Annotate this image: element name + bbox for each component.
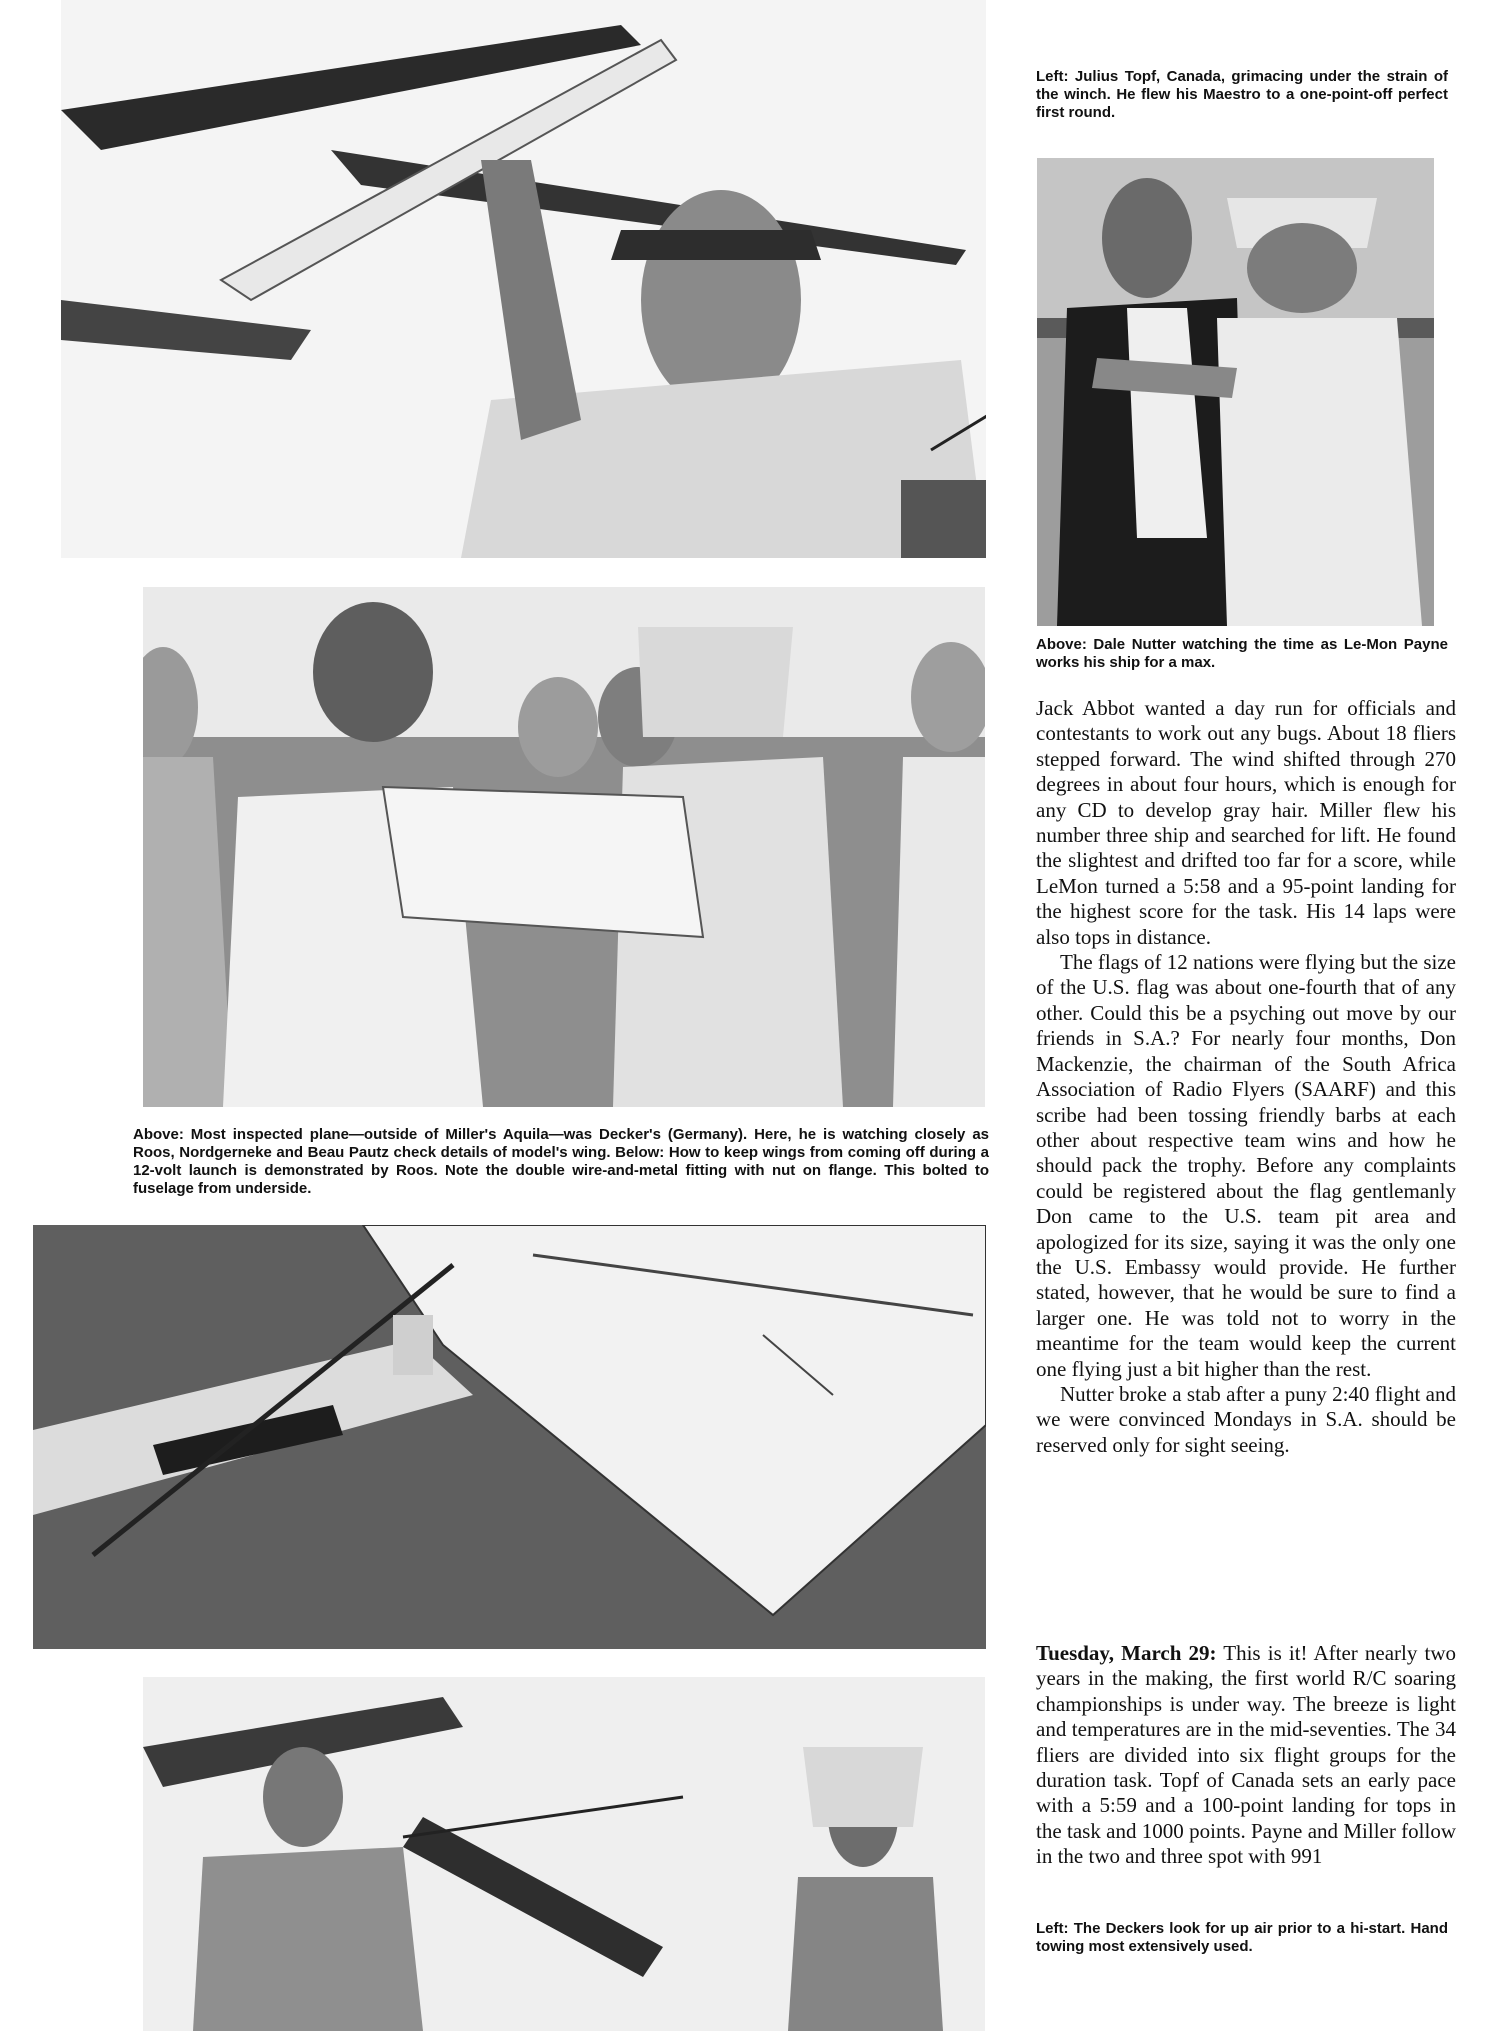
caption-decker: Above: Most inspected plane—outside of Miller's Aquila—was Decker's (Germany). Here, he is watching closely as Roos, Nordgerneke and Beau Pautz check details of model's wing. Below: How to keep wings from coming off during a 12-volt launch is demonstrated by Roos. Note the double wire-and-metal fitting with nut on flange. This bolted to fuselage from underside. xyxy=(133,1126,989,1197)
photo-deckers-hi-start xyxy=(143,1677,985,2031)
photo-nutter-and-payne xyxy=(1037,158,1434,626)
run-in-heading: Tuesday, March 29: xyxy=(1036,1641,1217,1665)
article-body-tuesday xyxy=(1036,1641,1456,1870)
article-paragraph-tuesday xyxy=(1036,1641,1456,1870)
article-paragraph: Nutter broke a stab after a puny 2:40 flight and we were convinced Mondays in S.A. should be reserved only for sight seeing. xyxy=(1036,1381,1456,1457)
caption-topf: Left: Julius Topf, Canada, grimacing under the strain of the winch. He flew his Maestro to a one-point-off perfect first round. xyxy=(1036,68,1448,121)
article-body xyxy=(1036,696,1456,1458)
article-paragraph: Jack Abbot wanted a day run for officials and contestants to work out any bugs. About 18 fliers stepped forward. The wind shifted through 270 degrees in about four hours, which is enough for any CD to develop gray hair. Miller flew his number three ship and searched for lift. He found the slightest and drifted too far for a score, while LeMon turned a 5:58 and a 95-point landing for the highest score for the task. His 14 laps were also tops in distance. xyxy=(1036,696,1456,949)
photo-wing-fitting-closeup xyxy=(33,1225,986,1649)
photo-topf-launching-glider xyxy=(61,0,986,558)
article-paragraph: The flags of 12 nations were flying but the size of the U.S. flag was about one-fourth that of any other. Could this be a psyching out move by our friends in S.A.? For nearly four months, Don Mackenzie, the chairman of the South Africa Association of Radio Flyers (SAARF) and this scribe had been tossing friendly barbs at each other about respective team wins and how he should pack the trophy. Before any complaints could be registered about the flag gentlemanly Don came to the U.S. team pit area and apologized for its size, saying it was the only one the U.S. Embassy would provide. He further stated, however, that he would be sure to find a larger one. He was told not to worry in the meantime for the team would keep the current one flying just a bit higher than the rest. xyxy=(1036,950,1456,1381)
caption-deckers: Left: The Deckers look for up air prior to a hi-start. Hand towing most extensively used. xyxy=(1036,1920,1448,1955)
article-paragraph-text: This is it! After nearly two years in the making, the first world R/C soaring championships is under way. The breeze is light and temperatures are in the mid-seventies. The 34 fliers are divided into six flight groups for the duration task. Topf of Canada sets an early pace with a 5:59 and a 100-point landing for tops in the task and 1000 points. Payne and Miller follow in the two and three spot with 991 xyxy=(1036,1641,1456,1869)
photo-decker-wing-inspection xyxy=(143,587,985,1107)
caption-nutter: Above: Dale Nutter watching the time as Le-Mon Payne works his ship for a max. xyxy=(1036,636,1448,671)
